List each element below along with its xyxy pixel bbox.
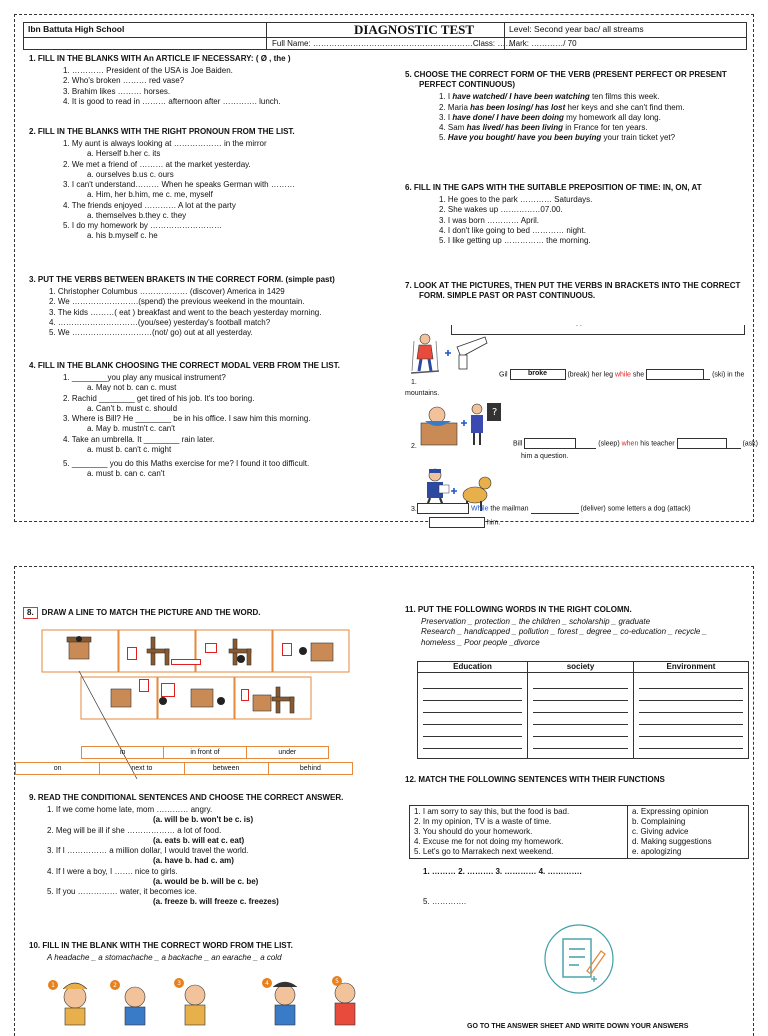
options: a. must b. can't c. might	[87, 444, 172, 454]
list-item: 3. I have done/ I have been doing my homework all day long.	[439, 112, 661, 122]
options: (a. would be b. will be c. be)	[153, 876, 259, 886]
options: (a. have b. had c. am)	[153, 856, 234, 866]
list-item: 3. I can't understand……… When he speaks German with ………	[63, 180, 295, 190]
section-2	[29, 127, 399, 242]
section-4	[29, 361, 399, 480]
word-list: Preservation _ protection _ the children _ scholarship _ graduate	[421, 617, 651, 627]
prepositions-picture-grid	[41, 629, 353, 721]
picture-label-box[interactable]	[171, 659, 201, 665]
picture-label-box[interactable]	[127, 647, 137, 660]
section-title: 10. FILL IN THE BLANK WITH THE CORRECT WORD FROM THE LIST.	[29, 941, 293, 950]
column-header: Environment	[634, 662, 749, 673]
section-title: 2. FILL IN THE BLANKS WITH THE RIGHT PRONOUN FROM THE LIST.	[29, 127, 295, 136]
school-name: Ibn Battuta High School	[28, 24, 125, 34]
word-on[interactable]: on	[16, 763, 100, 774]
sentence-item: 4. Excuse me for not doing my homework.	[414, 837, 564, 846]
picture-sentence-2: Bill (sleep) when his teacher (ask)	[513, 438, 758, 449]
answer-box[interactable]	[417, 503, 469, 514]
functions-match-table	[409, 805, 749, 859]
word-list: Research _ handicapped _ pollution _ forest _ degree _ co-education _ recycle _	[421, 627, 707, 637]
section-title: 3. PUT THE VERBS BETWEEN BRAKETS IN THE CORRECT FORM. (simple past)	[29, 275, 335, 284]
full-name-field[interactable]: Full Name: ……………………………………………………Class: …….	[272, 39, 516, 48]
picture-sentence-1: Gil broke (break) her leg while she (ski) in the	[499, 370, 745, 379]
section-12	[405, 775, 750, 787]
list-item: 2. We met a friend of ……… at the market yesterday.	[63, 159, 251, 169]
match-answers[interactable]: 1. ……… 2. ………. 3. ………… 4. ………….	[423, 867, 582, 876]
svg-text:?: ?	[492, 407, 498, 418]
picture-number: 4	[265, 980, 269, 987]
list-item: 2. Rachid ________ get tired of his job. It's too boring.	[63, 393, 255, 403]
section-title: 11. PUT THE FOLLOWING WORDS IN THE RIGHT COLOMN.	[405, 605, 632, 614]
word-list: homeless _ Poor people _divorce	[421, 637, 540, 647]
word-next-to[interactable]: next to	[100, 763, 184, 774]
list-item: 3. The kids ………( eat ) breakfast and went to the beach yesterday morning.	[49, 307, 322, 317]
list-item: 1. ________you play any musical instrument?	[63, 373, 226, 383]
list-item: 4. Sam has lived/ has been living in France for ten years.	[439, 123, 648, 133]
list-item: 5. I do my homework by ………………………	[63, 221, 223, 231]
sentence-item: 2. In my opinion, TV is a waste of time.	[414, 817, 552, 826]
list-item: 2. Meg will be ill if she ……………… a lot of food.	[47, 825, 222, 835]
answer-box[interactable]	[524, 438, 576, 449]
picture-label-box[interactable]	[241, 689, 249, 701]
sentence-item: 1. I am sorry to say this, but the food is bad.	[414, 807, 570, 816]
sentence-item: 5. Let's go to Marrakech next weekend.	[414, 847, 554, 856]
sort-words-table	[417, 661, 749, 759]
match-answer-5[interactable]: 5. ………….	[423, 897, 467, 906]
worksheet-page-1: Ibn Battuta High School DIAGNOSTIC TEST Level: Second year bac/ all streams Full Name: ……………………………………………………Class: ……. Mark: …………/ 70 1. FILL IN THE BLANKS WITH An ARTICLE IF NECESSARY: ( Ø , the ) 1. ………… President of the USA is Joe Baiden. 2. Who's broken ……… red vase? 3. Brahim likes ……… horses. 4. It is good to read in ……… afternoon after …………. lunch. 2. FILL IN THE BLANKS WITH THE RIGHT PRONOUN FROM THE LIST. 1. My aunt is always looking at ……………… in the mirror a. Herself b.her c. its 2. We met a friend of ……… at the market yesterday. a. ourselves b.us c. ours 3. I can't understand……… When he speaks German with ……… a. Him, her b.him, me c. me, myself 4. The friends enjoyed ………… A lot at the party a. themselves b.they c. they 5. I do my homework by ……………………… a. his b.myself c. he 3. PUT THE VERBS BETWEEN BRAKETS IN THE CORRECT FORM. (simple past) 1. Christopher Columbus ……………… (discover) America in 1429 2. We …………………….(spend) the previous weekend in the mountain. 3. The kids ………( eat ) breakfast and went to the beach yesterday morning. 4. …………………………(you/see) yesterday's football match? 5. We …………………………(not/ go) out at all yesterday. 4. FILL IN THE BLANK CHOOSING THE CORRECT MODAL VERB FROM THE LIST. 1. ________you play any musical instrument? a. May not b. can c. must 2. Rachid ________ get tired of his job. It's too boring. a. Can't b. must c. should 3. Where is Bill? He ________ be in his office. I saw him this morning. a. May b. mustn't c. can't 4. Take an umbrella. It ________ rain later. a. must b. can't c. might 5. ________ you do this Maths exercise for me? I found it too difficult. a. must b. can c. can't 5. CHOOSE THE CORRECT FORM OF THE VERB (PRESENT PERFECT OR PRESENT PERFECT CONTINUOUS) 1. I have watched/ I have been watching ten films this week. 2. Maria has been losing/ has lost her keys and she can't find them. 3. I have done/ I have been doing my homework all day long. 4. Sam has lived/ has been living in France for ten years. 5. Have you bought/ have you been buying your train ticket yet? 6. FILL IN THE GAPS WITH THE SUITABLE PREPOSITION OF TIME: IN, ON, AT 1. He goes to the park ………… Saturdays. 2. She wakes up ……………07.00. 3. I was born ………… April. 4. I don't like going to bed ………… night. 5. I like getting up …………… the morning. 7. LOOK AT THE PICTURES, THEN PUT THE VERBS IN BRACKETS INTO THE CORRECT FORM. SIMPLE PAST OR PAST CONTINUOUS. . . 1. Gil broke (break) her leg while she (ski) in the mountains. ? 2. Bill (sleep) when his teacher (ask) him a question. 3. While the mailman (deliver) some letters a dog (attack) him.	[14, 14, 754, 522]
list-item: 1. Christopher Columbus ……………… (discover) America in 1429	[49, 287, 285, 297]
word-row-bottom	[15, 762, 353, 775]
picture-number: 5	[335, 978, 339, 985]
title-bar: . .	[451, 325, 745, 335]
section-3	[29, 275, 399, 338]
word-in-front-of[interactable]: in front of	[164, 747, 246, 758]
list-item: 2. Who's broken ……… red vase?	[63, 76, 185, 86]
list-item: 5. ________ you do this Maths exercise for me? I found it too difficult.	[63, 459, 310, 469]
column-header: Education	[418, 662, 528, 673]
list-item: 4. The friends enjoyed ………… A lot at the party	[63, 200, 236, 210]
section-9	[29, 793, 399, 908]
section-7	[405, 281, 750, 303]
list-item: 2. Maria has been losing/ has lost her keys and she can't find them.	[439, 102, 685, 112]
list-item: 3. Brahim likes ……… horses.	[63, 86, 171, 96]
mark-field[interactable]: Mark: …………/ 70	[509, 39, 577, 48]
word-between[interactable]: between	[185, 763, 269, 774]
list-item: 1. My aunt is always looking at ……………… in the mirror	[63, 139, 267, 149]
options: a. May b. mustn't c. can't	[87, 424, 175, 434]
section-title: 1. FILL IN THE BLANKS WITH An ARTICLE IF NECESSARY: ( Ø , the )	[29, 54, 291, 63]
list-item: 4. It is good to read in ……… afternoon after …………. lunch.	[63, 96, 281, 106]
answer-column[interactable]	[634, 673, 749, 759]
checklist-icon	[543, 921, 615, 997]
picture-sentence-3: While the mailman (deliver) some letters a dog (attack)	[417, 503, 691, 514]
list-item: 2. She wakes up ……………07.00.	[439, 205, 563, 215]
list-item: 3. If I …………… a million dollar, I would travel the world.	[47, 846, 249, 856]
picture-number: 2	[113, 982, 117, 989]
function-item: b. Complaining	[632, 817, 686, 826]
word-list: A headache _ a stomachache _ a backache _ an earache _ a cold	[47, 953, 282, 963]
sentence-item: 3. You should do your homework.	[414, 827, 533, 836]
options: a. his b.myself c. he	[87, 231, 158, 241]
options: a. Herself b.her c. its	[87, 149, 161, 159]
function-item: d. Making suggestions	[632, 837, 712, 846]
answer-box[interactable]	[677, 438, 727, 449]
list-item: 2. We …………………….(spend) the previous weekend in the mountain.	[49, 297, 305, 307]
list-item: 1. I have watched/ I have been watching ten films this week.	[439, 92, 660, 102]
list-item: 5. Have you bought/ have you been buying your train ticket yet?	[439, 133, 676, 143]
test-title: DIAGNOSTIC TEST	[353, 22, 475, 37]
options: a. Can't b. must c. should	[87, 403, 178, 413]
picture-label-box[interactable]	[205, 643, 217, 653]
list-item: 4. If I were a boy, I ……. nice to girls.	[47, 866, 178, 876]
list-item: 5. If you …………… water, it becomes ice.	[47, 887, 197, 897]
list-item: 4. I don't like going to bed ………… night.	[439, 225, 586, 235]
options: a. Him, her b.him, me c. me, myself	[87, 190, 213, 200]
skier-broken-leg-illustration	[409, 331, 489, 375]
answer-box[interactable]	[646, 369, 704, 380]
function-item: c. Giving advice	[632, 827, 689, 836]
section-1	[29, 54, 399, 107]
footer-instruction: GO TO THE ANSWER SHEET AND WRITE DOWN YOUR ANSWERS	[467, 1023, 689, 1030]
picture-number: 1	[51, 982, 55, 989]
picture-number: 3	[177, 980, 181, 987]
answer-box[interactable]	[429, 517, 485, 528]
section-title: 7. LOOK AT THE PICTURES, THEN PUT THE VERBS IN BRACKETS INTO THE CORRECT FORM. SIMPLE PAST OR PAST CONTINUOUS.	[405, 281, 741, 301]
list-item: 1. He goes to the park ………… Saturdays.	[439, 195, 593, 205]
answer-box[interactable]: broke	[510, 369, 566, 380]
word-behind[interactable]: behind	[299, 765, 321, 772]
list-item: 3. I was born ………… April.	[439, 215, 540, 225]
section-title: 6. FILL IN THE GAPS WITH THE SUITABLE PREPOSITION OF TIME: IN, ON, AT	[405, 183, 702, 192]
ailments-illustrations	[45, 975, 375, 1025]
list-item: 5. I like getting up …………… the morning.	[439, 236, 591, 246]
header-box	[23, 22, 747, 50]
picture-label-box[interactable]	[139, 679, 149, 692]
section-title: DRAW A LINE TO MATCH THE PICTURE AND THE WORD.	[41, 608, 261, 617]
list-item: 4. Take an umbrella. It ________ rain later.	[63, 434, 215, 444]
answer-column[interactable]	[418, 673, 528, 759]
section-5	[405, 70, 750, 144]
picture-label-box[interactable]	[282, 643, 292, 656]
worksheet-page-2	[14, 566, 754, 1036]
options: (a. will be b. won't be c. is)	[153, 815, 254, 825]
section-title: 12. MATCH THE FOLLOWING SENTENCES WITH THEIR FUNCTIONS	[405, 775, 665, 784]
function-item: e. apologizing	[632, 847, 682, 856]
section-6	[405, 183, 750, 246]
options: a. ourselves b.us c. ours	[87, 169, 174, 179]
section-10	[29, 941, 399, 963]
list-item: 4. …………………………(you/see) yesterday's football match?	[49, 317, 271, 327]
word-in[interactable]: in	[82, 747, 164, 758]
sleeping-student-teacher-illustration	[419, 397, 503, 449]
section-title: 5. CHOOSE THE CORRECT FORM OF THE VERB (PRESENT PERFECT OR PRESENT PERFECT CONTINUOUS)	[405, 70, 727, 90]
options: a. May not b. can c. must	[87, 383, 177, 393]
level-label: Level: Second year bac/ all streams	[509, 24, 644, 34]
options: (a. eats b. will eat c. eat)	[153, 835, 245, 845]
section-11	[405, 605, 750, 648]
column-header: society	[528, 662, 634, 673]
answer-column[interactable]	[528, 673, 634, 759]
function-item: a. Expressing opinion	[632, 807, 709, 816]
list-item: 1. If we come home late, mom ………… angry.	[47, 805, 213, 815]
picture-label-box[interactable]	[161, 683, 175, 697]
section-8: 8. DRAW A LINE TO MATCH THE PICTURE AND THE WORD.	[23, 607, 393, 621]
section-title: 4. FILL IN THE BLANK CHOOSING THE CORRECT MODAL VERB FROM THE LIST.	[29, 361, 340, 370]
list-item: 5. We …………………………(not/ go) out at all yesterday.	[49, 328, 253, 338]
options: a. themselves b.they c. they	[87, 210, 187, 220]
word-under[interactable]: under	[278, 749, 297, 756]
word-row-top	[81, 746, 329, 759]
section-title: 9. READ THE CONDITIONAL SENTENCES AND CHOOSE THE CORRECT ANSWER.	[29, 793, 344, 802]
list-item: 3. Where is Bill? He ________ be in his office. I saw him this morning.	[63, 414, 311, 424]
options: a. must b. can c. can't	[87, 469, 165, 479]
answer-blank[interactable]	[531, 513, 579, 514]
list-item: 1. ………… President of the USA is Joe Baiden.	[63, 66, 233, 76]
options: (a. freeze b. will freeze c. freezes)	[153, 897, 279, 907]
